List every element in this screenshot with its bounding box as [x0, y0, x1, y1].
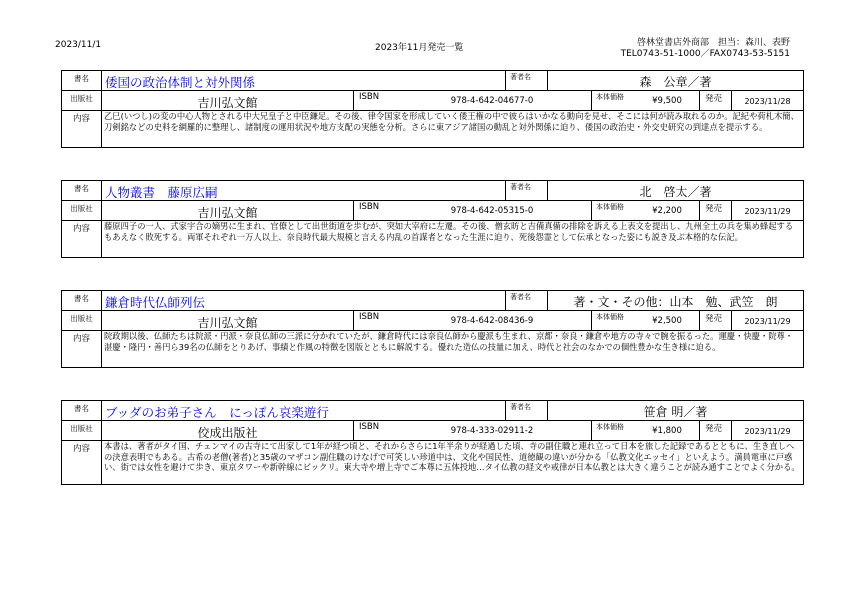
list-date: 2023/11/1: [55, 40, 102, 50]
book-title[interactable]: 人物叢書 藤原広嗣: [101, 181, 505, 200]
book-description: 乙巳(いつし)の変の中心人物とされる中大兄皇子と中臣鎌足。その後、律令国家を形成していく倭王権の中で彼らはいかなる動向を見せ、そこには何が読み取れるのか。記紀や荷札木簡、刀剣銘などの史料を網羅的に整理し、諸制度の運用状況や地方支配の実態を分析。さらに東アジア諸国の動乱と対外関係に迫り、倭国の政治史・外交史研究の到達点を提示する。: [101, 111, 803, 147]
book-description: 本書は、著者がタイ国、チェンマイの古寺にて出家して1年が経つ頃と、それからさらに1年半余りが経過した頃、寺の副住職と連れ立って日本を旅した記録であるとともに、生き直しへの決意表明でもある。古希の老僧(著者)と35歳のマザコン副住職のけなげで可笑しい珍道中は、文化や国民性、道徳観の違いが分かる「仏教文化エッセイ」といえよう。満員電車に戸惑い、街では女性を避けて歩き、東京タワーや新幹線にビックリ。東大寺や増上寺でご本尊に五体投地…タイ仏教の経文や戒律が日本仏教とは大きく違うことが読み通すことでよく分かる。: [101, 441, 803, 484]
book-description: 院政期以後、仏師たちは院派・円派・奈良仏師の三派に分かれていたが、鎌倉時代には奈良仏師から慶派も生まれ、京都・奈良・鎌倉や地方の寺々で腕を振るった。運慶・快慶・院尊・湛慶・隆円・善円ら39名の仏師をとりあげ、事績と作風の特徴を図版とともに解説する。優れた造仏の技量に加え、時代と社会のなかでの個性豊かな生き様に迫る。: [101, 331, 803, 367]
book-publisher: 佼成出版社: [101, 421, 353, 440]
book-isbn: 978-4-642-08436-9: [450, 316, 534, 326]
content-label: 内容: [72, 114, 90, 124]
release-label: 発売: [699, 311, 731, 330]
page-title: 2023年11月発売一覧: [375, 43, 464, 53]
price-label: 本体価格: [591, 311, 635, 330]
book-publisher: 吉川弘文館: [101, 91, 353, 110]
book-author: 森 公章／著: [547, 71, 803, 90]
title-label: 書名: [74, 184, 89, 193]
publisher-label: 出版社: [70, 94, 93, 103]
book-release-date: 2023/11/29: [731, 201, 803, 220]
book-release-date: 2023/11/29: [731, 421, 803, 440]
publisher-contact: [621, 38, 790, 60]
content-label: 内容: [72, 444, 90, 454]
isbn-label: ISBN: [353, 421, 393, 440]
book-isbn: 978-4-642-04677-0: [450, 96, 534, 106]
title-label: 書名: [74, 74, 89, 83]
isbn-label: ISBN: [353, 201, 393, 220]
author-label: 著者名: [505, 401, 547, 420]
author-label: 著者名: [505, 181, 547, 200]
book-isbn: 978-4-333-02911-2: [450, 426, 534, 436]
book-publisher: 吉川弘文館: [101, 311, 353, 330]
price-label: 本体価格: [591, 421, 635, 440]
content-label: 内容: [72, 224, 90, 234]
publisher-label: 出版社: [70, 424, 93, 433]
isbn-label: ISBN: [353, 311, 393, 330]
book-price: ¥2,200: [652, 206, 682, 216]
book-author: 笹倉 明／著: [547, 401, 803, 420]
publisher-contact-name: 啓林堂書店外商部 担当：森川、表野: [636, 38, 790, 48]
book-isbn: 978-4-642-05315-0: [450, 206, 534, 216]
publisher-label: 出版社: [70, 314, 93, 323]
book-price: ¥1,800: [652, 426, 682, 436]
publisher-contact-phone: TEL0743-51-1000／FAX0743-53-5151: [620, 49, 790, 59]
release-label: 発売: [699, 421, 731, 440]
book-description: 藤原四子の一人、式家宇合の嫡男に生まれ、官僚として出世街道を歩むが、突如大宰府に左遷。その後、僧玄昉と吉備真備の排除を訴える上表文を提出し、九州全土の兵を集め蜂起するもあえなく敗死する。両軍それぞれ一万人以上、奈良時代最大規模と言える内乱の首謀者となった生涯に迫り、死後怨霊として伝承となった姿にも説き及ぶ本格的な伝記。: [101, 221, 803, 257]
book-record: [61, 400, 804, 485]
title-label: 書名: [74, 294, 89, 303]
price-label: 本体価格: [591, 201, 635, 220]
release-label: 発売: [699, 201, 731, 220]
title-label: 書名: [74, 404, 89, 413]
content-label: 内容: [72, 334, 90, 344]
author-label: 著者名: [505, 291, 547, 310]
price-label: 本体価格: [591, 91, 635, 110]
book-record: [61, 70, 804, 148]
book-release-date: 2023/11/29: [731, 311, 803, 330]
book-release-date: 2023/11/28: [731, 91, 803, 110]
release-label: 発売: [699, 91, 731, 110]
book-title[interactable]: 倭国の政治体制と対外関係: [101, 71, 505, 90]
book-record: [61, 180, 804, 258]
author-label: 著者名: [505, 71, 547, 90]
book-title[interactable]: ブッダのお弟子さん にっぽん哀楽遊行: [101, 401, 505, 420]
book-author: 著・文・その他：山本 勉、武笠 朗: [547, 291, 803, 310]
book-author: 北 啓太／著: [547, 181, 803, 200]
isbn-label: ISBN: [353, 91, 393, 110]
book-price: ¥2,500: [652, 316, 682, 326]
book-publisher: 吉川弘文館: [101, 201, 353, 220]
book-title[interactable]: 鎌倉時代仏師列伝: [101, 291, 505, 310]
book-record: [61, 290, 804, 368]
book-price: ¥9,500: [652, 96, 682, 106]
publisher-label: 出版社: [70, 204, 93, 213]
